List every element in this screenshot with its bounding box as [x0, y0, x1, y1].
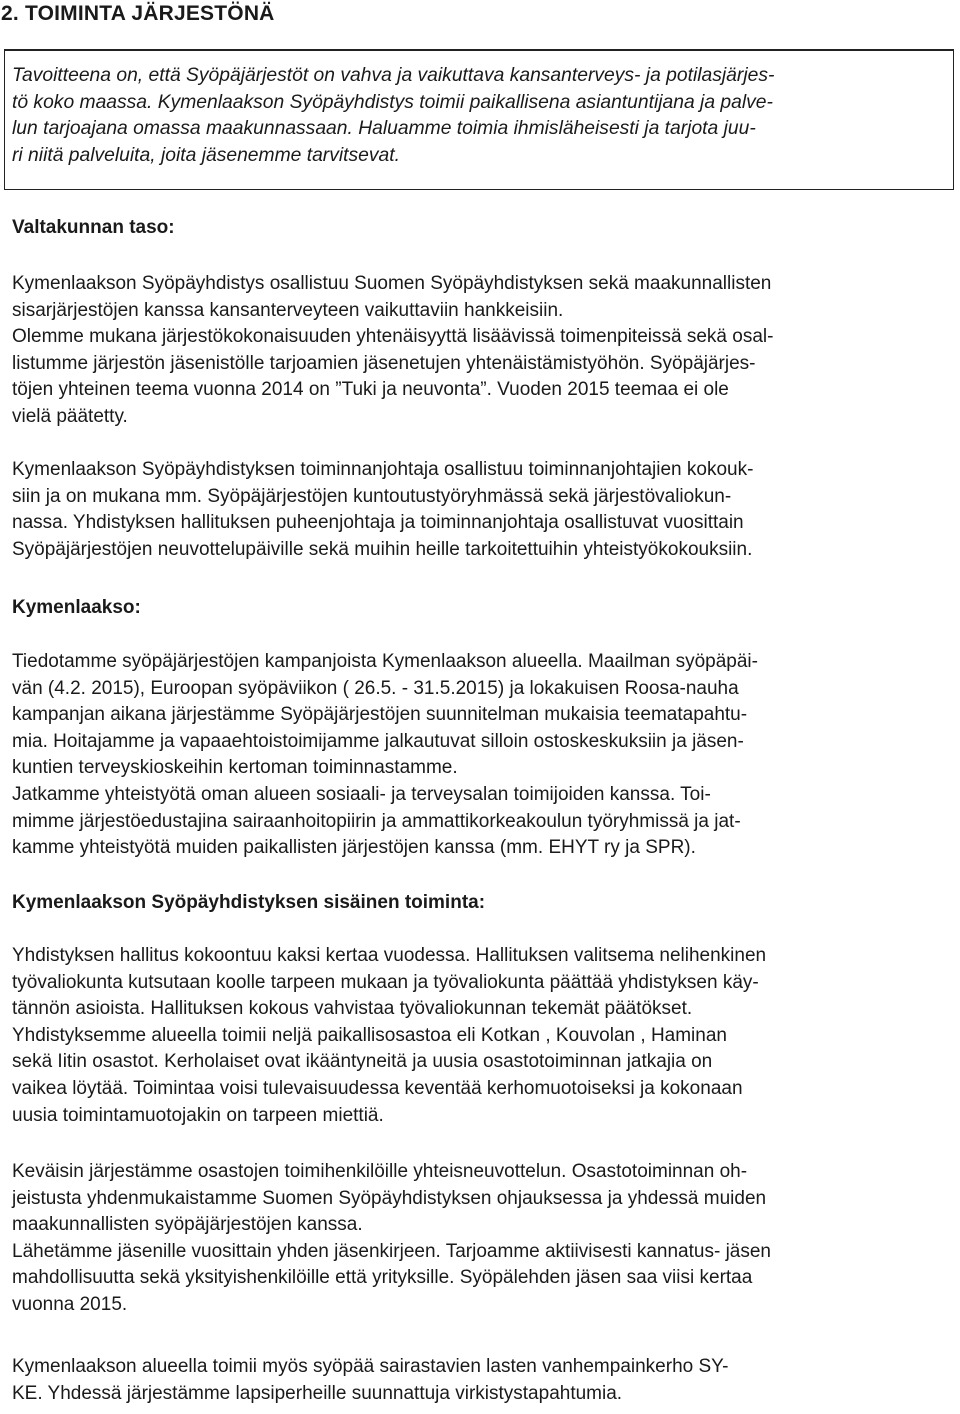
paragraph-sisainen-2	[12, 1159, 952, 1319]
text-line: Jatkamme yhteistyötä oman alueen sosiaali- ja terveysalan toimijoiden kanssa. Toi-	[12, 783, 711, 805]
text-line: Lähetämme jäsenille vuosittain yhden jäsenkirjeen. Tarjoamme aktiivisesti kannatus- jäsen	[12, 1240, 771, 1262]
intro-line: ri niitä palveluita, joita jäsenemme tarvitsevat.	[12, 144, 400, 166]
paragraph-valtakunnan-2	[12, 457, 952, 563]
text-line: töjen yhteinen teema vuonna 2014 on ”Tuki ja neuvonta”. Vuoden 2015 teemaa ei ole	[12, 379, 729, 401]
text-line: kamme yhteistyötä muiden paikallisten järjestöjen kanssa (mm. EHYT ry ja SPR).	[12, 837, 696, 859]
intro-text	[12, 63, 947, 169]
paragraph-valtakunnan-1	[12, 271, 952, 431]
text-line: Tiedotamme syöpäjärjestöjen kampanjoista Kymenlaakson alueella. Maailman syöpäpäi-	[12, 651, 758, 672]
heading-kymenlaakso: Kymenlaakso:	[12, 597, 141, 618]
text-line: Kymenlaakson Syöpäyhdistyksen toiminnanjohtaja osallistuu toiminnanjohtajien kokouk-	[12, 459, 754, 480]
paragraph-sisainen-3	[12, 1354, 952, 1407]
text-line: Yhdistyksemme alueella toimii neljä paikallisosastoa eli Kotkan , Kouvolan , Haminan	[12, 1024, 727, 1046]
text-line: sekä Iitin osastot. Kerholaiset ovat ikääntyneitä ja uusia osastotoiminnan jatkajia on	[12, 1051, 713, 1073]
text-line: Kymenlaakson Syöpäyhdistys osallistuu Suomen Syöpäyhdistyksen sekä maakunnallisten	[12, 273, 772, 294]
text-line: työvaliokunta kutsutaan koolle tarpeen mukaan ja työvaliokunta päättää yhdistyksen käy-	[12, 971, 759, 993]
text-line: mia. Hoitajamme ja vapaaehtoistoimijamme jalkautuvat silloin ostoskeskuksiin ja jäsen-	[12, 730, 744, 752]
text-line: tännön asioista. Hallituksen kokous vahvistaa työvaliokunnan tekemät päätökset.	[12, 998, 693, 1020]
text-line: Olemme mukana järjestökokonaisuuden yhtenäisyyttä lisäävissä toimenpiteissä sekä osal-	[12, 326, 774, 348]
text-line: uusia toimintamuotojakin on tarpeen miettiä.	[12, 1104, 384, 1126]
text-line: vaikea löytää. Toimintaa voisi tulevaisuudessa keventää kerhomuotoiseksi ja kokonaan	[12, 1077, 743, 1099]
text-line: mimme järjestöedustajina sairaanhoitopiirin ja ammattikorkeakoulun työryhmissä ja jat-	[12, 810, 741, 832]
text-line: Yhdistyksen hallitus kokoontuu kaksi kertaa vuodessa. Hallituksen valitsema nelihenkinen	[12, 945, 767, 966]
text-line: jeistusta yhdenmukaistamme Suomen Syöpäyhdistyksen ohjauksessa ja yhdessä muiden	[12, 1187, 767, 1209]
text-line: listumme järjestön jäsenistölle tarjoamien jäsenetujen yhtenäistämistyöhön. Syöpäjärjes-	[12, 352, 756, 374]
text-line: kampanjan aikana järjestämme Syöpäjärjestöjen suunnitelman mukaisia teematapahtu-	[12, 704, 748, 726]
paragraph-sisainen-1	[12, 943, 952, 1129]
paragraph-kymenlaakso-1	[12, 649, 952, 862]
text-line: Keväisin järjestämme osastojen toimihenkilöille yhteisneuvottelun. Osastotoiminnan oh-	[12, 1161, 748, 1182]
text-line: vielä päätetty.	[12, 405, 128, 427]
intro-line: lun tarjoajana omassa maakunnassaan. Haluamme toimia ihmisläheisesti ja tarjota juu-	[12, 118, 756, 139]
text-line: Syöpäjärjestöjen neuvottelupäiville sekä muihin heille tarkoitettuihin yhteistyökokouksiin.	[12, 538, 753, 560]
intro-line: Tavoitteena on, että Syöpäjärjestöt on vahva ja vaikuttava kansanterveys- ja potilasjärjes-	[12, 65, 775, 86]
intro-line: tö koko maassa. Kymenlaakson Syöpäyhdistys toimii paikallisena asiantuntijana ja palve-	[12, 91, 773, 113]
text-line: siin ja on mukana mm. Syöpäjärjestöjen kuntoutustyöryhmässä sekä järjestövaliokun-	[12, 485, 732, 507]
text-line: mahdollisuutta sekä yksityishenkilöille että yrityksille. Syöpälehden jäsen saa viisi kertaa	[12, 1267, 753, 1289]
text-line: maakunnallisten syöpäjärjestöjen kanssa.	[12, 1214, 363, 1236]
text-line: vuonna 2015.	[12, 1293, 128, 1315]
heading-sisainen-toiminta: Kymenlaakson Syöpäyhdistyksen sisäinen toiminta:	[12, 892, 486, 913]
section-title: 2. TOIMINTA JÄRJESTÖNÄ	[1, 2, 275, 25]
heading-valtakunnan: Valtakunnan taso:	[12, 217, 175, 238]
text-line: nassa. Yhdistyksen hallituksen puheenjohtaja ja toiminnanjohtaja osallistuvat vuosittain	[12, 512, 744, 534]
text-line: vän (4.2. 2015), Euroopan syöpäviikon ( 26.5. - 31.5.2015) ja lokakuisen Roosa-nauha	[12, 677, 739, 699]
text-line: KE. Yhdessä järjestämme lapsiperheille suunnattuja virkistystapahtumia.	[12, 1382, 623, 1404]
text-line: kuntien terveyskioskeihin kertoman toiminnastamme.	[12, 757, 458, 779]
text-line: Kymenlaakson alueella toimii myös syöpää sairastavien lasten vanhempainkerho SY-	[12, 1356, 729, 1377]
text-line: sisarjärjestöjen kanssa kansanterveyteen vaikuttaviin hankkeisiin.	[12, 299, 564, 321]
